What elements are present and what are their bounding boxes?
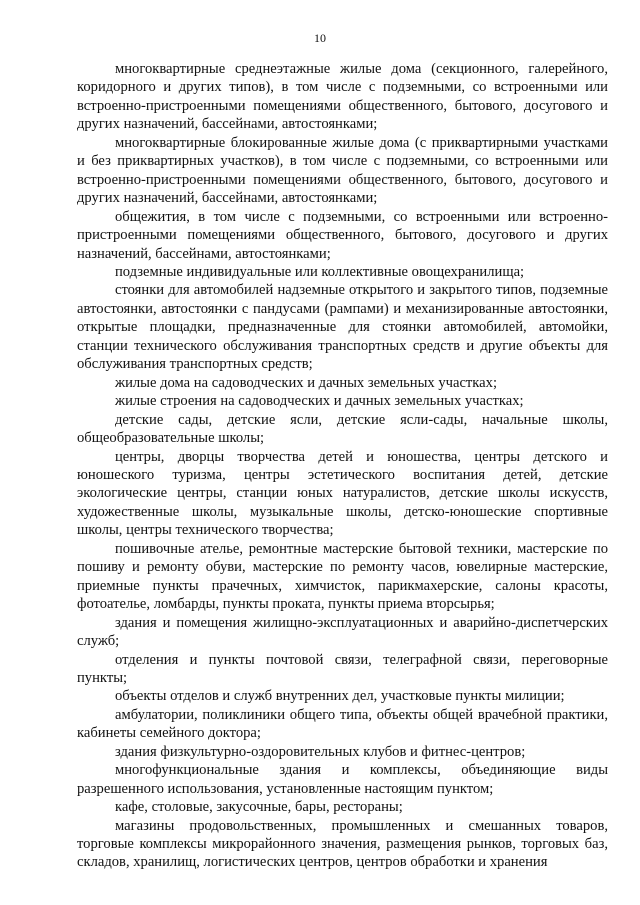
document-body	[77, 60, 608, 872]
paragraph: объекты отделов и служб внутренних дел, участковые пункты милиции;	[115, 688, 565, 705]
paragraph: жилые строения на садоводческих и дачных земельных участках;	[115, 393, 524, 410]
paragraph: пошивочные ателье, ремонтные мастерские бытовой техники, мастерские по пошиву и ремонту обуви, мастерские по ремонту часов, ювелирные мастерские, приемные пункты прачечных, химчисток, парикмахерские, салоны красоты, фотоателье, ломбарды, пункты проката, пункты приема вторсырья;	[77, 540, 608, 613]
paragraph: амбулатории, поликлиники общего типа, объекты общей врачебной практики, кабинеты семейного доктора;	[77, 706, 608, 742]
paragraph: детские сады, детские ясли, детские ясли-сады, начальные школы, общеобразовательные школы;	[77, 411, 608, 447]
paragraph: стоянки для автомобилей надземные открытого и закрытого типов, подземные автостоянки, автостоянки с пандусами (рампами) и механизированные автостоянки, открытые площадки, предназначенные для стоянки автомобилей, автомойки, станции технического обслуживания транспортных средств и другие объекты для обслуживания транспортных средств;	[77, 282, 608, 373]
page-number: 10	[314, 31, 326, 45]
paragraph: магазины продовольственных, промышленных и смешанных товаров, торговые комплексы микрорайонного значения, размещения рынков, торговых баз, складов, хранилищ, логистических центров, центров обработки и хранения	[77, 817, 608, 871]
paragraph: отделения и пункты почтовой связи, телеграфной связи, переговорные пункты;	[77, 651, 608, 686]
paragraph: многофункциональные здания и комплексы, объединяющие виды разрешенного использования, установленные настоящим пунктом;	[77, 762, 608, 797]
paragraph: общежития, в том числе с подземными, со встроенными или встроенно-пристроенными помещениями общественного, бытового, досугового и других назначений, бассейнами, автостоянками;	[77, 208, 608, 262]
paragraph: центры, дворцы творчества детей и юношества, центры детского и юношеского туризма, центры эстетического воспитания детей, детские экологические центры, станции юных натуралистов, детские школы искусств, художественные школы, музыкальные школы, детско-юношеские спортивные школы, центры технического творчества;	[77, 448, 608, 539]
paragraph: кафе, столовые, закусочные, бары, рестораны;	[115, 799, 403, 816]
paragraph: подземные индивидуальные или коллективные овощехранилища;	[115, 263, 525, 280]
paragraph: многоквартирные блокированные жилые дома (с приквартирными участками и без приквартирных участков), в том числе с подземными, со встроенными или встроенно-пристроенными помещениями общественного, бытового, досугового и других назначений, бассейнами, автостоянками;	[77, 134, 608, 207]
paragraph: здания физкультурно-оздоровительных клубов и фитнес-центров;	[115, 743, 526, 760]
paragraph: жилые дома на садоводческих и дачных земельных участках;	[115, 374, 497, 391]
paragraph: здания и помещения жилищно-эксплуатационных и аварийно-диспетчерских служб;	[77, 614, 608, 650]
paragraph: многоквартирные среднеэтажные жилые дома (секционного, галерейного, коридорного и других типов), в том числе с подземными, со встроенными или встроенно-пристроенными помещениями общественного, бытового, досугового и других назначений, бассейнами, автостоянками;	[77, 61, 608, 133]
